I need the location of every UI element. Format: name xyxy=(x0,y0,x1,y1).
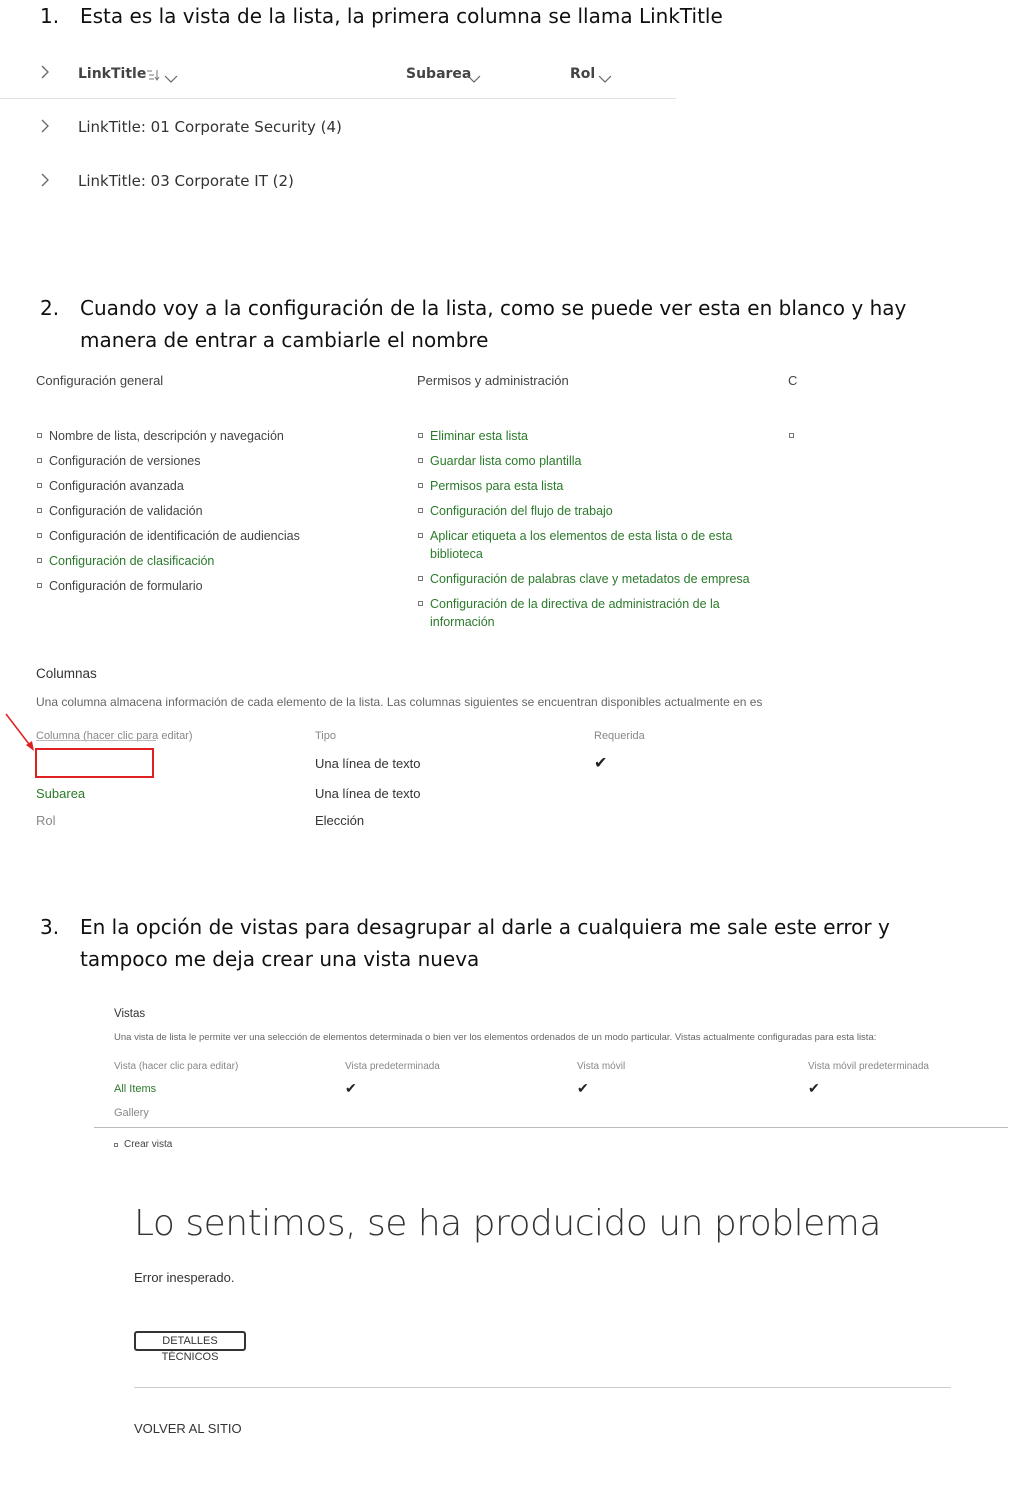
header-divider xyxy=(0,98,676,99)
views-title: Vistas xyxy=(114,1008,146,1020)
error-divider xyxy=(134,1387,951,1388)
bullet-icon xyxy=(418,533,423,538)
columns-title: Columnas xyxy=(36,666,97,681)
column-header-type: Tipo xyxy=(315,730,336,742)
group-by-icon xyxy=(146,68,160,86)
bullet-icon xyxy=(37,483,42,488)
bullet-icon xyxy=(37,433,42,438)
link-keywords[interactable]: Configuración de palabras clave y metadatos de empresa xyxy=(430,572,750,586)
general-links xyxy=(36,427,396,607)
column-type: Elección xyxy=(315,813,365,828)
group-label: LinkTitle: 03 Corporate IT (2) xyxy=(78,172,294,190)
group-label: LinkTitle: 01 Corporate Security (4) xyxy=(78,118,342,136)
checkmark-icon: ✔ xyxy=(594,755,608,772)
views-description: Una vista de lista le permite ver una selección de elementos determinada o bien ver los elementos ordenados de un modo particular. Vistas actualmente configuradas para esta lista: xyxy=(114,1032,877,1043)
columns-description: Una columna almacena información de cada elemento de la lista. Las columnas siguientes se encuentran disponibles actualmente en es xyxy=(36,695,763,709)
link-form[interactable]: Configuración de formulario xyxy=(49,579,203,593)
bullet-icon xyxy=(114,1143,118,1147)
section-title-truncated: C xyxy=(788,373,798,388)
error-title: Lo sentimos, se ha producido un problema xyxy=(134,1203,881,1244)
bullet-icon xyxy=(418,433,423,438)
link-validation[interactable]: Configuración de validación xyxy=(49,504,203,518)
link-apply-label[interactable]: Aplicar etiqueta a los elementos de esta lista o de esta xyxy=(430,529,733,543)
bullet-icon xyxy=(789,433,794,438)
highlight-box xyxy=(35,748,154,778)
step-text-line1: En la opción de vistas para desagrupar al darle a cualquiera me sale este error y xyxy=(80,915,890,939)
link-policy[interactable]: Configuración de la directiva de administración de la xyxy=(430,597,720,611)
technical-details-button[interactable]: DETALLES TÉCNICOS xyxy=(134,1331,246,1351)
link-list-name[interactable]: Nombre de lista, descripción y navegación xyxy=(49,429,284,443)
bullet-icon xyxy=(418,458,423,463)
bullet-icon xyxy=(418,508,423,513)
chevron-down-icon[interactable] xyxy=(598,70,612,88)
error-message: Error inesperado. xyxy=(134,1270,235,1285)
step-number: 2. xyxy=(40,296,60,320)
bullet-icon xyxy=(418,601,423,606)
section-title-permissions: Permisos y administración xyxy=(417,373,569,388)
section-title-general: Configuración general xyxy=(36,373,164,388)
chevron-right-icon[interactable] xyxy=(40,65,50,82)
column-header-rol[interactable]: Rol xyxy=(570,66,596,82)
create-view-label[interactable]: Crear vista xyxy=(124,1139,173,1150)
view-header-mobile: Vista móvil xyxy=(577,1061,626,1072)
view-name[interactable]: All Items xyxy=(114,1083,157,1095)
checkmark-icon: ✔ xyxy=(345,1080,357,1096)
bullet-icon xyxy=(37,458,42,463)
group-row[interactable] xyxy=(0,170,680,194)
view-header-name: Vista (hacer clic para editar) xyxy=(114,1061,239,1072)
link-advanced[interactable]: Configuración avanzada xyxy=(49,479,184,493)
column-header-subarea[interactable]: Subarea xyxy=(406,66,472,82)
chevron-right-icon[interactable] xyxy=(40,119,50,138)
bullet-icon xyxy=(37,583,42,588)
column-type: Una línea de texto xyxy=(315,786,421,801)
step-number: 1. xyxy=(40,4,60,28)
checkmark-icon: ✔ xyxy=(808,1080,820,1096)
column-name[interactable]: Subarea xyxy=(36,786,86,801)
create-view-link[interactable] xyxy=(114,1139,234,1153)
link-permissions[interactable]: Permisos para esta lista xyxy=(430,479,564,493)
view-name[interactable]: Gallery xyxy=(114,1107,149,1119)
link-delete-list[interactable]: Eliminar esta lista xyxy=(430,429,528,443)
back-to-site-link[interactable]: VOLVER AL SITIO xyxy=(134,1421,242,1436)
link-workflow[interactable]: Configuración del flujo de trabajo xyxy=(430,504,613,518)
bullet-icon xyxy=(418,576,423,581)
step-text-line2: tampoco me deja crear una vista nueva xyxy=(80,947,480,971)
bullet-icon xyxy=(418,483,423,488)
link-audiences[interactable]: Configuración de identificación de audiencias xyxy=(49,529,300,543)
chevron-down-icon[interactable] xyxy=(467,70,481,88)
link-save-template[interactable]: Guardar lista como plantilla xyxy=(430,454,582,468)
link-rating[interactable]: Configuración de clasificación xyxy=(49,554,215,568)
link-apply-label-cont[interactable]: biblioteca xyxy=(430,547,483,561)
chevron-right-icon[interactable] xyxy=(40,173,50,192)
column-type: Una línea de texto xyxy=(315,756,421,771)
step-text-line1: Cuando voy a la configuración de la lista, como se puede ver esta en blanco y hay xyxy=(80,296,907,320)
step-number: 3. xyxy=(40,915,60,939)
view-header-mobile-default: Vista móvil predeterminada xyxy=(808,1061,929,1072)
chevron-down-icon[interactable] xyxy=(164,70,178,88)
step-text: Esta es la vista de la lista, la primera columna se llama LinkTitle xyxy=(80,4,723,28)
group-row[interactable] xyxy=(0,116,680,140)
bullet-icon xyxy=(37,508,42,513)
step-3 xyxy=(40,911,940,975)
link-versioning[interactable]: Configuración de versiones xyxy=(49,454,201,468)
step-text-line2: manera de entrar a cambiarle el nombre xyxy=(80,328,489,352)
checkmark-icon: ✔ xyxy=(577,1080,589,1096)
view-header-default: Vista predeterminada xyxy=(345,1061,440,1072)
step-2 xyxy=(40,292,940,356)
bullet-icon xyxy=(37,533,42,538)
column-header-name: Columna (hacer clic para editar) xyxy=(36,730,193,742)
views-divider xyxy=(94,1127,1008,1128)
header-underline xyxy=(36,737,156,741)
column-header-linktitle[interactable]: LinkTitle xyxy=(78,66,147,82)
step-1 xyxy=(40,0,940,32)
column-name[interactable]: Rol xyxy=(36,813,56,828)
link-policy-cont[interactable]: información xyxy=(430,615,495,629)
permission-links xyxy=(417,427,787,637)
bullet-icon xyxy=(37,558,42,563)
column-header-required: Requerida xyxy=(594,730,645,742)
